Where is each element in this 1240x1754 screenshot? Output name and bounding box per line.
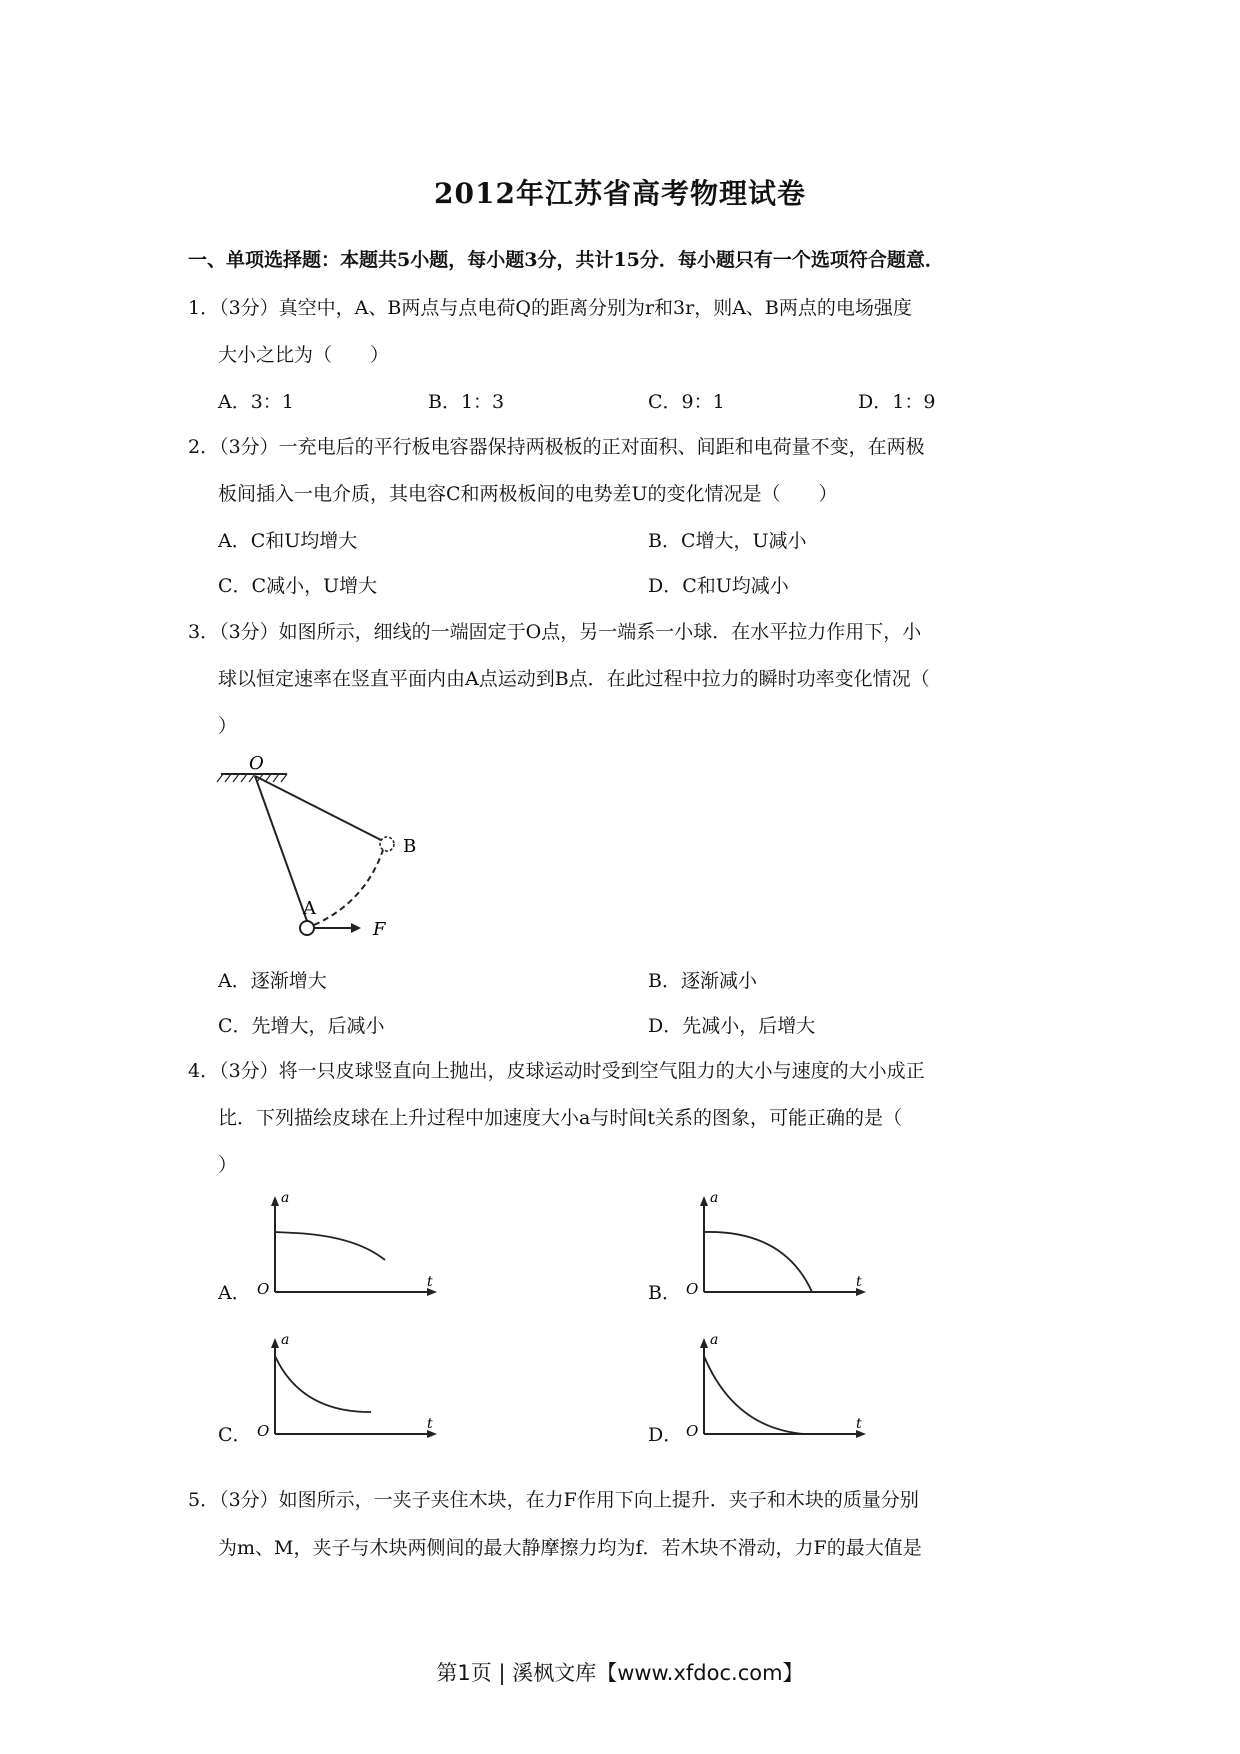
q1-stem-line1: 1．（3分）真空中，A、B两点与点电荷Q的距离分别为r和3r，则A、B两点的电场强度	[188, 297, 912, 319]
q3-option-b: B．逐渐减小	[648, 970, 757, 992]
q3-stem-line2: 球以恒定速率在竖直平面内由A点运动到B点．在此过程中拉力的瞬时功率变化情况（	[218, 668, 930, 690]
graph-d	[684, 1332, 874, 1442]
q1-stem-line2: 大小之比为（ ）	[218, 344, 390, 366]
fig-label-b: B	[403, 836, 417, 857]
q5-stem-line2: 为m、M，夹子与木块两侧间的最大静摩擦力均为f．若木块不滑动，力F的最大值是	[218, 1537, 922, 1559]
q4-stem-line2: 比．下列描绘皮球在上升过程中加速度大小a与时间t关系的图象，可能正确的是（	[218, 1107, 902, 1129]
fig-label-a: A	[303, 898, 316, 919]
q1-option-b: B．1：3	[428, 391, 505, 413]
q2-option-a: A．C和U均增大	[218, 530, 358, 552]
axis-label-t: t	[427, 1416, 433, 1432]
q1-option-c: C．9：1	[648, 391, 725, 413]
q3-option-d: D．先减小，后增大	[648, 1015, 816, 1037]
q4-option-d: D．	[648, 1424, 683, 1446]
axis-label-t: t	[856, 1274, 862, 1290]
axis-origin: O	[257, 1280, 270, 1298]
q4-stem-line1: 4．（3分）将一只皮球竖直向上抛出，皮球运动时受到空气阻力的大小与速度的大小成正	[188, 1060, 925, 1082]
graph-b	[684, 1190, 874, 1300]
q1-option-a: A．3：1	[218, 391, 294, 413]
axis-label-a: a	[710, 1190, 719, 1206]
q4-option-b: B．	[648, 1282, 681, 1304]
axis-label-t: t	[427, 1274, 433, 1290]
pendulum-figure	[215, 752, 435, 942]
q2-stem-line1: 2．（3分）一充电后的平行板电容器保持两极板的正对面积、间距和电荷量不变，在两极	[188, 436, 925, 458]
axis-label-t: t	[856, 1416, 862, 1432]
page-footer: 第1页 | 溪枫文库【www.xfdoc.com】	[436, 1661, 804, 1685]
axis-origin: O	[686, 1422, 699, 1440]
q2-option-d: D．C和U均减小	[648, 575, 789, 597]
axis-origin: O	[686, 1280, 699, 1298]
fig-label-o: O	[249, 753, 264, 774]
page-title: 2012年江苏省高考物理试卷	[434, 177, 806, 210]
q2-option-b: B．C增大，U减小	[648, 530, 807, 552]
q3-stem-line3: ）	[218, 715, 238, 737]
q3-option-a: A．逐渐增大	[218, 970, 327, 992]
q4-option-c: C．	[218, 1424, 252, 1446]
q4-stem-line3: ）	[218, 1154, 238, 1176]
q4-option-a: A．	[218, 1282, 251, 1304]
axis-label-a: a	[710, 1332, 719, 1348]
axis-label-a: a	[281, 1190, 290, 1206]
q2-option-c: C．C减小，U增大	[218, 575, 378, 597]
q3-stem-line1: 3．（3分）如图所示，细线的一端固定于O点，另一端系一小球．在水平拉力作用下，小	[188, 621, 922, 643]
q3-option-c: C．先增大，后减小	[218, 1015, 385, 1037]
fig-label-f: F	[373, 919, 386, 940]
q2-stem-line2: 板间插入一电介质，其电容C和两极板间的电势差U的变化情况是（ ）	[218, 483, 838, 505]
q5-stem-line1: 5．（3分）如图所示，一夹子夹住木块，在力F作用下向上提升．夹子和木块的质量分别	[188, 1489, 919, 1511]
graph-a	[255, 1190, 445, 1300]
q1-option-d: D．1：9	[858, 391, 936, 413]
axis-origin: O	[257, 1422, 270, 1440]
graph-c	[255, 1332, 445, 1442]
section-heading: 一、单项选择题：本题共5小题，每小题3分，共计15分．每小题只有一个选项符合题意．	[188, 249, 944, 271]
axis-label-a: a	[281, 1332, 290, 1348]
